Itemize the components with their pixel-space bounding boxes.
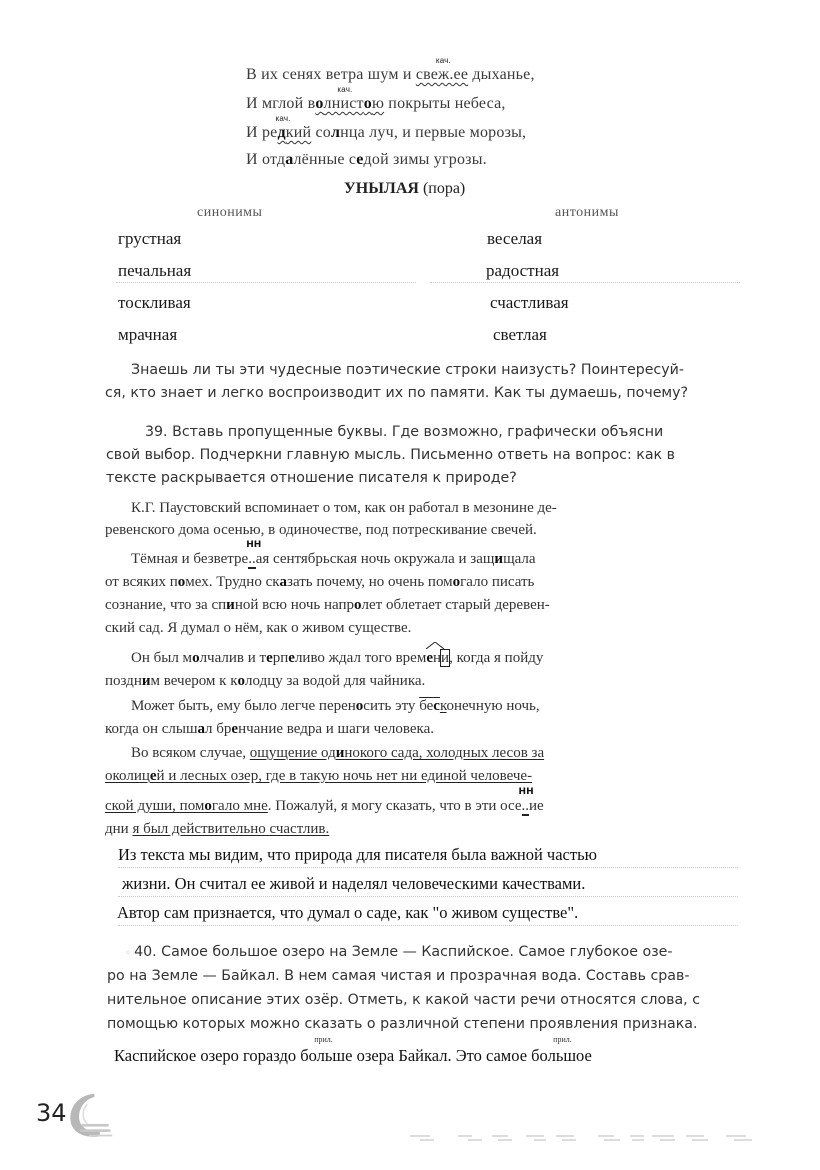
task-39-line-1 xyxy=(145,424,663,441)
text-fragment: нчание ведра и шаги человека. xyxy=(238,721,434,737)
text-fragment: Во всяком случае, xyxy=(131,745,250,761)
inserted-letter: о xyxy=(355,698,364,714)
task-40-line-3: нительное описание этих озёр. Отметь, к какой части речи относятся слова, с xyxy=(107,992,700,1008)
part-of-speech-note: прил. xyxy=(553,1035,572,1044)
text-fragment: лодцу за водой для чайника. xyxy=(245,673,426,689)
writing-line xyxy=(118,925,738,926)
answer-line: жизни. Он считал ее живой и наделял человеческими качествами. xyxy=(122,874,586,893)
poem-text: В их сенях ветра шум и xyxy=(246,66,416,83)
text-fragment: Каспийское озеро гораздо xyxy=(114,1046,301,1065)
text-fragment: ной всю ночь напр xyxy=(234,597,355,613)
poem-text: И ре xyxy=(246,124,278,141)
poem-word: лнист xyxy=(323,95,364,112)
poem-underlined-word xyxy=(315,85,385,112)
text-fragment: рп xyxy=(272,650,289,666)
task-39-line-3: тексте раскрывается отношение писателя к природе? xyxy=(106,470,517,486)
bullet-icon: ◦ xyxy=(125,948,135,959)
text-fragment: щала xyxy=(503,551,536,567)
nn-annotation: НН xyxy=(246,540,262,550)
poem-word: свеж.ее xyxy=(415,66,469,83)
root-mark xyxy=(426,650,441,666)
quality-note: кач. xyxy=(435,56,451,65)
poem-word: кий xyxy=(285,124,312,141)
part-of-speech-note: прил. xyxy=(314,1035,333,1044)
text-fragment: н xyxy=(433,650,442,666)
inserted-letter: е xyxy=(266,650,273,666)
text-line xyxy=(105,574,534,591)
task-39-line-2: свой выбор. Подчеркни главную мысль. Письменно ответь на вопрос: как в xyxy=(106,447,675,463)
text-fragment: бе xyxy=(419,698,434,714)
poem-question-line-2: ся, кто знает и легко воспроизводит их по памяти. Как ты думаешь, почему? xyxy=(105,385,689,401)
task-40-line-2: ро на Земле — Байкал. В нем самая чистая и прозрачная вода. Составь срав- xyxy=(107,968,690,984)
poem-text: дой зимы угрозы. xyxy=(363,151,487,168)
inserted-letter: а xyxy=(279,574,288,590)
text-fragment: Он был м xyxy=(131,650,193,666)
inserted-letter: и xyxy=(141,673,151,689)
text-fragment: сить эту xyxy=(363,698,420,714)
text-fragment: поздн xyxy=(105,673,142,689)
inserted-letter: и xyxy=(335,745,345,761)
nn-annotation: НН xyxy=(518,787,534,797)
poem-underlined-word xyxy=(415,56,469,83)
text-line xyxy=(105,597,550,614)
text-fragment: онечную ночь, xyxy=(446,698,540,714)
poem-line-3 xyxy=(246,114,527,142)
text-fragment: . Пожалуй, я могу сказать, что в эти осе xyxy=(267,798,522,814)
text-fragment: м вечером к к xyxy=(150,673,238,689)
blank-dots: .. xyxy=(248,551,256,567)
inserted-letter: и xyxy=(494,551,504,567)
answer-line: Автор сам признается, что думал о саде, как "о живом существе". xyxy=(117,903,579,922)
inserted-letter: е xyxy=(231,721,239,737)
text-fragment: Может быть, ему было легче перен xyxy=(131,698,356,714)
poem-text: дыханье, xyxy=(468,66,535,83)
antonym-item: счастливая xyxy=(490,293,569,312)
poem-line-1 xyxy=(246,56,535,84)
task-number: 40. xyxy=(134,944,157,960)
poem-text: И отд xyxy=(246,151,286,168)
inserted-letter: о xyxy=(452,574,461,590)
antonyms-header: антонимы xyxy=(555,205,619,220)
poem-line-4 xyxy=(246,151,487,169)
text-line: К.Г. Паустовский вспоминает о том, как он работал в мезонине де- xyxy=(131,500,557,516)
underlined-letter: к xyxy=(439,698,447,714)
inserted-letter: е xyxy=(288,650,295,666)
text-line xyxy=(105,673,425,690)
answer-line xyxy=(114,1035,592,1065)
poem-line-2 xyxy=(246,85,506,113)
inserted-letter: а xyxy=(197,721,206,737)
inserted-letter: о xyxy=(354,597,362,613)
text-fragment: гало мне xyxy=(211,798,268,814)
adjective-word xyxy=(531,1035,592,1065)
writing-line xyxy=(118,867,738,868)
text-line xyxy=(131,540,536,568)
text-fragment: ощущение од xyxy=(249,745,336,761)
text-fragment: от всяких п xyxy=(105,574,178,590)
inserted-letter: о xyxy=(363,95,372,112)
poem-text: нца луч, и первые морозы, xyxy=(340,124,527,141)
antonym-item: радостная xyxy=(486,261,560,280)
inserted-letter: о xyxy=(204,798,212,814)
quality-note: кач. xyxy=(337,85,353,94)
decorative-waves-icon xyxy=(400,1128,760,1144)
synonym-item: мрачная xyxy=(118,325,178,344)
page-number: 34 xyxy=(36,1099,67,1127)
text-fragment: ской души, пом xyxy=(105,798,205,814)
text-line: ревенского дома осенью, в одиночестве, под потрескивание свечей. xyxy=(105,522,537,538)
text-fragment: ливо ждал того врем xyxy=(294,650,427,666)
poem-underlined-word xyxy=(275,114,312,141)
inserted-letter: д xyxy=(277,124,286,141)
poem-question-line-1: Знаешь ли ты эти чудесные поэтические строки наизусть? Поинтересуй- xyxy=(131,362,684,378)
nn-blank xyxy=(246,540,262,569)
text-line-main-idea xyxy=(105,768,532,785)
text-line xyxy=(131,650,543,667)
poem-word: ю xyxy=(371,95,385,112)
main-idea-underline: я был действительно счастлив. xyxy=(132,821,330,837)
inserted-letter: о xyxy=(315,95,324,112)
writing-line xyxy=(116,282,416,283)
poem-text: покрыты небеса, xyxy=(384,95,506,112)
text-fragment: л бр xyxy=(205,721,232,737)
text-fragment: ая сентябрьская ночь окружала и защ xyxy=(255,551,495,567)
task-40-line-4: помощью которых можно сказать о различной степени проявления признака. xyxy=(107,1016,698,1032)
text-line: ский сад. Я думал о нём, как о живом существе. xyxy=(105,620,412,636)
poem-text: И мглой в xyxy=(246,95,316,112)
poem-text: со xyxy=(311,124,331,141)
text-fragment: сознание, что за сп xyxy=(105,597,227,613)
text-fragment: нокого сада, холодных лесов за xyxy=(344,745,545,761)
section-title xyxy=(344,180,465,198)
text-fragment: околиц xyxy=(105,768,150,784)
writing-line xyxy=(118,896,738,897)
antonym-item: светлая xyxy=(493,325,547,344)
inserted-letter: л xyxy=(330,124,341,141)
text-fragment: , когда я пойду xyxy=(449,650,544,666)
synonym-item: грустная xyxy=(118,229,182,248)
title-word: УНЫЛАЯ xyxy=(344,180,419,197)
text-fragment: дни xyxy=(105,821,133,837)
ending-box: и xyxy=(441,650,450,666)
text-fragment: когда он слыш xyxy=(105,721,198,737)
text-fragment: ие xyxy=(529,798,544,814)
text-line-main-idea xyxy=(131,745,544,762)
task-number: 39. xyxy=(145,424,168,440)
text-fragment: Тёмная и безветре xyxy=(131,551,249,567)
synonyms-header: синонимы xyxy=(197,205,263,220)
inserted-letter: и xyxy=(226,597,235,613)
inserted-letter: о xyxy=(237,673,246,689)
text-fragment: мех. Трудно ск xyxy=(185,574,280,590)
task-text: Самое большое озеро на Земле — Каспийское. Самое глубокое озе- xyxy=(161,944,673,960)
nn-blank xyxy=(518,787,534,816)
title-paren: (пора) xyxy=(422,180,466,197)
task-text: Вставь пропущенные буквы. Где возможно, графически объясни xyxy=(172,424,664,440)
inserted-letter: е xyxy=(356,151,364,168)
inserted-letter: о xyxy=(192,650,200,666)
inserted-letter: е xyxy=(426,650,433,666)
adjective-text: большое xyxy=(531,1046,592,1065)
adjective-word xyxy=(300,1035,353,1065)
synonym-item: печальная xyxy=(118,261,192,280)
text-line xyxy=(105,721,434,738)
inserted-letter: е xyxy=(149,768,157,784)
prefix-mark xyxy=(419,698,440,714)
inserted-letter: с xyxy=(433,698,440,714)
root-arc-icon xyxy=(425,642,445,649)
task-40-line-1 xyxy=(125,944,673,962)
text-fragment: гало писать xyxy=(460,574,535,590)
text-fragment: лет облетает старый деревен- xyxy=(361,597,550,613)
text-fragment: лчалив и т xyxy=(199,650,267,666)
synonym-item: тоскливая xyxy=(118,293,191,312)
quality-note: кач. xyxy=(275,114,291,123)
text-fragment: озера Байкал. Это самое xyxy=(352,1046,532,1065)
answer-line: Из текста мы видим, что природа для писателя была важной частью xyxy=(118,845,597,864)
text-fragment: зать почему, но очень пом xyxy=(287,574,453,590)
main-idea-underline xyxy=(105,798,268,814)
writing-line xyxy=(430,282,740,283)
inserted-letter: а xyxy=(285,151,294,168)
blank-dots: .. xyxy=(521,798,530,814)
antonym-item: веселая xyxy=(487,229,543,248)
main-idea-underline xyxy=(250,745,544,761)
text-line-main-idea xyxy=(105,787,544,815)
adjective-text: больше xyxy=(300,1046,353,1065)
poem-text: лённые с xyxy=(293,151,357,168)
text-line xyxy=(131,698,540,715)
text-line-main-idea xyxy=(105,821,329,838)
main-idea-underline xyxy=(105,768,532,784)
text-fragment: й и лесных озер, где в такую ночь нет ни единой человече- xyxy=(156,768,533,784)
moon-logo-icon xyxy=(64,1090,114,1140)
inserted-letter: о xyxy=(177,574,186,590)
